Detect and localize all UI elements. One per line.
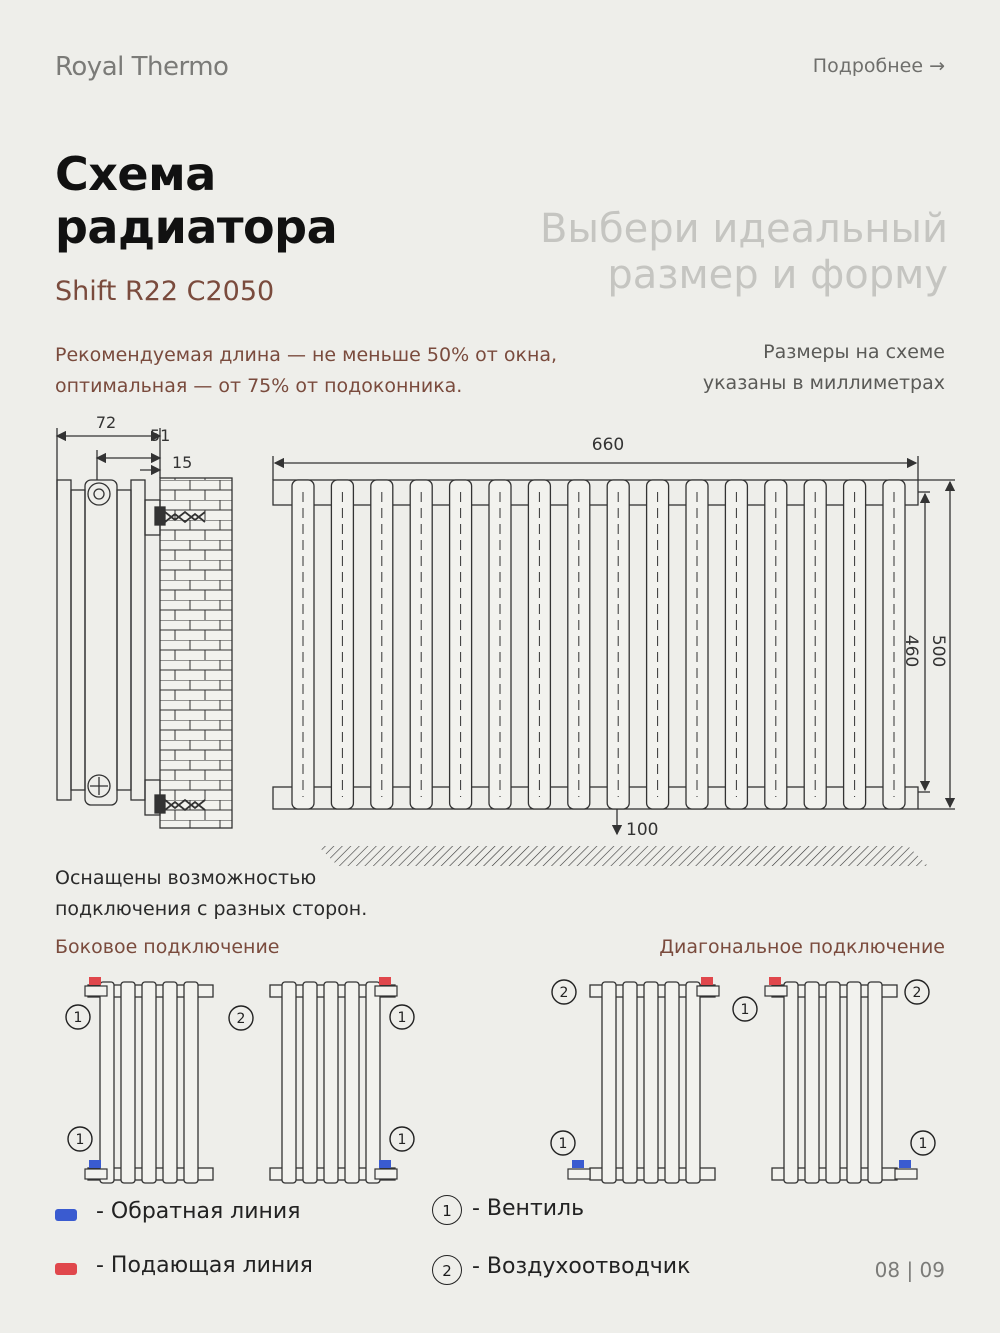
valve-marker-icon: 1 bbox=[432, 1195, 462, 1225]
mini-column bbox=[121, 982, 135, 1183]
supply-valve-icon bbox=[375, 977, 397, 996]
svg-text:1: 1 bbox=[75, 1132, 85, 1148]
brand-logo: Royal Thermo bbox=[55, 52, 229, 82]
return-valve-icon bbox=[895, 1160, 917, 1179]
dim-floor-gap: 100 bbox=[626, 820, 659, 840]
dim-total-height: 500 bbox=[928, 634, 948, 668]
mini-column bbox=[366, 982, 380, 1183]
recommendation-text bbox=[55, 340, 557, 402]
dim-length: 660 bbox=[591, 435, 625, 455]
mini-column bbox=[868, 982, 882, 1183]
mini-column bbox=[623, 982, 637, 1183]
mini-column bbox=[784, 982, 798, 1183]
supply-line-swatch bbox=[55, 1263, 77, 1275]
units-line-2: указаны в миллиметрах bbox=[702, 372, 945, 394]
mini-column bbox=[324, 982, 338, 1183]
page-counter: 08 | 09 bbox=[874, 1258, 945, 1282]
return-valve-icon bbox=[568, 1160, 590, 1179]
radiator-schematic bbox=[0, 400, 1000, 870]
air-vent-marker bbox=[552, 980, 576, 1004]
page-title bbox=[55, 148, 337, 254]
svg-text:2: 2 bbox=[236, 1011, 246, 1027]
front-view bbox=[273, 456, 955, 834]
air-vent-marker bbox=[905, 980, 929, 1004]
valve-marker bbox=[551, 1131, 575, 1155]
air-vent-marker bbox=[229, 1006, 253, 1030]
mini-column bbox=[602, 982, 616, 1183]
side-view bbox=[57, 428, 232, 828]
mini-column bbox=[644, 982, 658, 1183]
svg-text:2: 2 bbox=[912, 985, 922, 1001]
equipped-line-2: подключения с разных сторон. bbox=[55, 898, 368, 920]
mini-column bbox=[826, 982, 840, 1183]
supply-valve-icon bbox=[85, 977, 107, 996]
valve-marker bbox=[390, 1005, 414, 1029]
recommendation-line-1: Рекомендуемая длина — не меньше 50% от окна, bbox=[55, 344, 558, 366]
legend-valve: - Вентиль bbox=[472, 1196, 585, 1221]
mini-column bbox=[303, 982, 317, 1183]
recommendation-line-2: оптимальная — от 75% от подоконника. bbox=[55, 375, 463, 397]
dim-depth-total: 72 bbox=[95, 413, 117, 432]
title-line-1: Схема bbox=[55, 147, 216, 201]
floor-hatch bbox=[318, 846, 928, 866]
svg-text:1: 1 bbox=[397, 1132, 407, 1148]
mini-column bbox=[100, 982, 114, 1183]
return-line-swatch bbox=[55, 1209, 77, 1221]
dim-wall-gap: 15 bbox=[172, 453, 193, 472]
mini-column bbox=[282, 982, 296, 1183]
mini-radiator-diagonal-2 bbox=[772, 982, 897, 1183]
equipped-text bbox=[55, 863, 367, 925]
mini-column bbox=[345, 982, 359, 1183]
supply-valve-icon bbox=[697, 977, 719, 996]
legend-air-vent: - Воздухоотводчик bbox=[472, 1254, 691, 1279]
slogan-line-2: размер и форму bbox=[607, 252, 948, 298]
mini-radiator-diagonal-1 bbox=[590, 982, 715, 1183]
units-line-1: Размеры на схеме bbox=[763, 341, 945, 363]
model-name: Shift R22 C2050 bbox=[55, 276, 275, 307]
svg-text:1: 1 bbox=[918, 1136, 928, 1152]
mini-column bbox=[184, 982, 198, 1183]
mini-column bbox=[142, 982, 156, 1183]
legend-supply-line: - Подающая линия bbox=[96, 1253, 313, 1278]
svg-text:1: 1 bbox=[73, 1010, 83, 1026]
valve-marker bbox=[66, 1005, 90, 1029]
valve-marker bbox=[68, 1127, 92, 1151]
valve-marker bbox=[733, 997, 757, 1021]
dim-depth-mount: 51 bbox=[150, 426, 171, 445]
legend-return-line: - Обратная линия bbox=[96, 1199, 301, 1224]
svg-text:2: 2 bbox=[559, 985, 569, 1001]
units-note bbox=[703, 337, 945, 399]
mini-radiator-lateral-2 bbox=[270, 982, 395, 1183]
mini-column bbox=[847, 982, 861, 1183]
mini-radiator-lateral-1 bbox=[88, 982, 213, 1183]
brick-wall bbox=[160, 478, 232, 828]
diagonal-connection-title: Диагональное подключение bbox=[659, 936, 945, 958]
slogan bbox=[540, 206, 948, 298]
mini-column bbox=[163, 982, 177, 1183]
svg-text:1: 1 bbox=[397, 1010, 407, 1026]
supply-valve-icon bbox=[765, 977, 787, 996]
mini-column bbox=[686, 982, 700, 1183]
svg-text:1: 1 bbox=[740, 1002, 750, 1018]
valve-marker bbox=[911, 1131, 935, 1155]
mini-column bbox=[665, 982, 679, 1183]
connection-diagrams bbox=[0, 970, 1000, 1200]
lateral-connection-title: Боковое подключение bbox=[55, 936, 280, 958]
svg-text:1: 1 bbox=[558, 1136, 568, 1152]
equipped-line-1: Оснащены возможностью bbox=[55, 867, 317, 889]
valve-marker bbox=[390, 1127, 414, 1151]
slogan-line-1: Выбери идеальный bbox=[539, 206, 948, 252]
title-line-2: радиатора bbox=[55, 200, 338, 254]
mini-column bbox=[805, 982, 819, 1183]
dim-axis-height: 460 bbox=[901, 634, 921, 668]
air-vent-marker-icon: 2 bbox=[432, 1255, 462, 1285]
more-link[interactable]: Подробнее → bbox=[812, 55, 945, 77]
